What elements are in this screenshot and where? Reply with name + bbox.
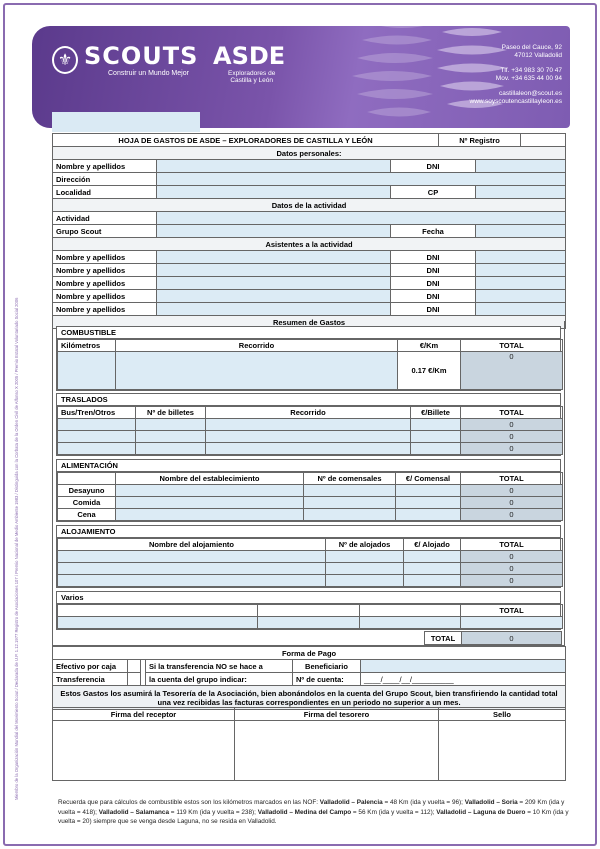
scouts-logo: SCOUTS xyxy=(84,42,199,70)
varios-cell xyxy=(360,605,461,617)
asistente-row xyxy=(53,303,566,316)
combustible-recorrido-input[interactable] xyxy=(116,352,398,390)
cond-line2: la cuenta del grupo indicar: xyxy=(146,673,293,686)
col-rate: €/Km xyxy=(398,340,461,352)
firma-receptor-label: Firma del receptor xyxy=(53,708,235,721)
traslado-row xyxy=(58,443,563,455)
comensales-input[interactable] xyxy=(304,485,396,497)
col-total: TOTAL xyxy=(461,340,563,352)
scouts-tagline: Construir un Mundo Mejor xyxy=(108,70,189,77)
section-asistentes: Asistentes a la actividad xyxy=(53,238,566,251)
asistente-row xyxy=(53,290,566,303)
col-total: TOTAL xyxy=(461,605,563,617)
alimentacion-title: ALIMENTACIÓN xyxy=(57,460,560,472)
meal-total: 0 xyxy=(461,497,563,509)
dni-label: DNI xyxy=(391,160,476,173)
asistente-nombre-label: Nombre y apellidos xyxy=(53,251,157,264)
alojados-input[interactable] xyxy=(326,551,404,563)
asistente-nombre-input[interactable] xyxy=(157,251,391,264)
direccion-label: Dirección xyxy=(53,173,157,186)
precio-input[interactable] xyxy=(396,509,461,521)
col-medio: Bus/Tren/Otros xyxy=(58,407,136,419)
route-laguna: Valladolid – Laguna de Duero xyxy=(436,808,526,816)
route-soria: Valladolid – Soria xyxy=(464,799,518,806)
alojamiento-row xyxy=(58,551,563,563)
col-alojados: Nº de alojados xyxy=(326,539,404,551)
medio-input[interactable] xyxy=(58,443,136,455)
traslado-row xyxy=(58,431,563,443)
alojamiento-input[interactable] xyxy=(58,551,326,563)
alojamiento-title: ALOJAMIENTO xyxy=(57,526,560,538)
rate-value: 0.17 €/Km xyxy=(398,352,461,390)
alojamiento-total: 0 xyxy=(461,563,563,575)
cp-label: CP xyxy=(391,186,476,199)
traslado-total: 0 xyxy=(461,431,563,443)
asde-logo: ASDE xyxy=(213,42,286,70)
direccion-input[interactable] xyxy=(157,173,566,186)
precio-input[interactable] xyxy=(411,419,461,431)
sello-box[interactable] xyxy=(439,721,566,781)
address-line2: 47012 Valladolid xyxy=(514,52,562,59)
alimentacion-section xyxy=(56,459,561,522)
varios-title: Varios xyxy=(57,592,560,604)
registro-label: Nº Registro xyxy=(439,134,521,147)
col-precio: €/ Alojado xyxy=(404,539,461,551)
asistente-nombre-label: Nombre y apellidos xyxy=(53,264,157,277)
route-soria-km: = 209 Km (ida y vuelta = 418); xyxy=(58,799,565,816)
precio-input[interactable] xyxy=(396,497,461,509)
asistente-dni-label: DNI xyxy=(391,290,476,303)
meal-label: Desayuno xyxy=(58,485,116,497)
meal-label: Comida xyxy=(58,497,116,509)
recorrido-input[interactable] xyxy=(206,443,411,455)
comensales-input[interactable] xyxy=(304,509,396,521)
col-km: Kilómetros xyxy=(58,340,116,352)
asistente-dni-label: DNI xyxy=(391,303,476,316)
grupo-input[interactable] xyxy=(157,225,391,238)
actividad-label: Actividad xyxy=(53,212,157,225)
efectivo-checkbox[interactable] xyxy=(128,660,141,673)
col-total: TOTAL xyxy=(461,473,563,485)
main-form xyxy=(52,133,566,329)
asistente-dni-input[interactable] xyxy=(476,251,566,264)
col-billetes: Nº de billetes xyxy=(136,407,206,419)
alojados-input[interactable] xyxy=(326,563,404,575)
traslado-row xyxy=(58,419,563,431)
recorrido-input[interactable] xyxy=(206,419,411,431)
email-link[interactable]: castillaleon@scout.es xyxy=(499,90,562,97)
fecha-label: Fecha xyxy=(391,225,476,238)
asistente-nombre-label: Nombre y apellidos xyxy=(53,277,157,290)
section-datos-actividad: Datos de la actividad xyxy=(53,199,566,212)
grand-total xyxy=(424,631,562,645)
combustible-title: COMBUSTIBLE xyxy=(57,327,560,339)
meal-label: Cena xyxy=(58,509,116,521)
combustible-section xyxy=(56,326,561,391)
combustible-total: 0 xyxy=(461,352,563,390)
comida-row xyxy=(58,485,563,497)
alojamiento-total: 0 xyxy=(461,575,563,587)
varios-section xyxy=(56,591,561,630)
transferencia-checkbox[interactable] xyxy=(128,673,141,686)
comida-row xyxy=(58,509,563,521)
asistente-nombre-input[interactable] xyxy=(157,277,391,290)
varios-cell xyxy=(58,605,258,617)
meal-total: 0 xyxy=(461,485,563,497)
precio-input[interactable] xyxy=(404,563,461,575)
firma-tesorero-label: Firma del tesorero xyxy=(235,708,439,721)
firma-tesorero-box[interactable] xyxy=(235,721,439,781)
beneficiario-input[interactable] xyxy=(361,660,566,673)
col-recorrido: Recorrido xyxy=(116,340,398,352)
establecimiento-input[interactable] xyxy=(116,509,304,521)
precio-input[interactable] xyxy=(411,443,461,455)
cp-input[interactable] xyxy=(476,186,566,199)
localidad-input[interactable] xyxy=(157,186,391,199)
alojamiento-row xyxy=(58,575,563,587)
asde-sub-line1: Exploradores de xyxy=(228,70,276,77)
cond-line1: Si la transferencia NO se hace a xyxy=(146,660,293,673)
col-recorrido: Recorrido xyxy=(206,407,411,419)
firma-receptor-box[interactable] xyxy=(53,721,235,781)
comensales-input[interactable] xyxy=(304,497,396,509)
asistente-nombre-input[interactable] xyxy=(157,290,391,303)
col-nombre: Nombre del alojamiento xyxy=(58,539,326,551)
tesoreria-note: Estos Gastos los asumirá la Tesorería de la Asociación, bien abonándolos en la cuenta del Grupo Scout, bien transfiriendo la cantidad total una vez recibidas las facturas correspondientes en un periodo no superior a un mes. xyxy=(53,686,566,710)
signatures xyxy=(52,707,566,781)
footnote-intro: Recuerda que para cálculos de combustible estos son los kilómetros marcados en las NOF: xyxy=(58,799,319,806)
traslados-section xyxy=(56,393,561,456)
billetes-input[interactable] xyxy=(136,431,206,443)
sello-label: Sello xyxy=(439,708,566,721)
localidad-label: Localidad xyxy=(53,186,157,199)
asistente-nombre-input[interactable] xyxy=(157,303,391,316)
col-precio: €/ Comensal xyxy=(396,473,461,485)
website-link[interactable]: www.soyscoutencastillayleon.es xyxy=(469,98,562,105)
mobile: Mov. +34 635 44 00 94 xyxy=(495,75,562,82)
alojados-input[interactable] xyxy=(326,575,404,587)
grand-total-label: TOTAL xyxy=(425,632,462,645)
legal-side-text: Miembro de la Organización Mundial del Movimiento Scout / Declarada de U.P. 1.12.1977 Registro de Asociaciones 107 / Premio Nacional de Medio Ambiente 1983 / Distinguida con la Corbata de la Orden Civil de Alfonso X 2005 / Premio Estatal Voluntariado Social 2006 xyxy=(14,297,19,800)
billetes-input[interactable] xyxy=(136,419,206,431)
cuenta-input[interactable]: ____/____/__/__________ xyxy=(361,673,566,686)
varios-total-input[interactable] xyxy=(461,617,563,629)
km-input[interactable] xyxy=(58,352,116,390)
asistente-dni-input[interactable] xyxy=(476,290,566,303)
route-laguna-km: = 10 Km (ida y vuelta = 20) siempre que se venga desde Laguna, no se resida en Valladolid. xyxy=(58,808,569,825)
col-comensales: Nº de comensales xyxy=(304,473,396,485)
efectivo-label: Efectivo por caja xyxy=(53,660,128,673)
asistente-nombre-input[interactable] xyxy=(157,264,391,277)
asistente-row xyxy=(53,277,566,290)
contact-info xyxy=(470,44,563,106)
section-datos-personales: Datos personales: xyxy=(53,147,566,160)
col-precio: €/Billete xyxy=(411,407,461,419)
asistente-dni-input[interactable] xyxy=(476,277,566,290)
asistente-dni-label: DNI xyxy=(391,251,476,264)
dni-input[interactable] xyxy=(476,160,566,173)
asistente-dni-label: DNI xyxy=(391,277,476,290)
actividad-input[interactable] xyxy=(157,212,566,225)
precio-input[interactable] xyxy=(404,575,461,587)
asistente-dni-input[interactable] xyxy=(476,264,566,277)
varios-input[interactable] xyxy=(258,617,360,629)
alojamiento-input[interactable] xyxy=(58,563,326,575)
form-title: HOJA DE GASTOS DE ASDE – EXPLORADORES DE CASTILLA Y LEÓN xyxy=(53,134,439,147)
asistente-row xyxy=(53,264,566,277)
blank-header-cell xyxy=(58,473,116,485)
phone: Tlf. +34 983 30 70 47 xyxy=(500,67,562,74)
pago-title: Forma de Pago xyxy=(53,647,566,660)
route-palencia: Valladolid – Palencia xyxy=(319,799,383,806)
route-salamanca-km: = 119 Km (ida y vuelta = 238); xyxy=(169,808,256,816)
route-medina-km: = 56 Km (ida y vuelta = 112); xyxy=(351,808,435,816)
alojamiento-row xyxy=(58,563,563,575)
fleur-de-lis-icon: ⚜ xyxy=(52,46,78,74)
col-nombre: Nombre del establecimiento xyxy=(116,473,304,485)
asistente-nombre-label: Nombre y apellidos xyxy=(53,290,157,303)
route-palencia-km: = 48 Km (ida y vuelta = 96); xyxy=(382,799,463,806)
fuel-footnote xyxy=(58,798,578,827)
asistente-dni-input[interactable] xyxy=(476,303,566,316)
traslado-total: 0 xyxy=(461,419,563,431)
precio-input[interactable] xyxy=(404,551,461,563)
col-total: TOTAL xyxy=(461,407,563,419)
precio-input[interactable] xyxy=(411,431,461,443)
grand-total-value: 0 xyxy=(462,632,562,645)
varios-input[interactable] xyxy=(360,617,461,629)
traslados-title: TRASLADOS xyxy=(57,394,560,406)
asde-subtitle xyxy=(228,70,275,84)
route-medina: Valladolid – Medina del Campo xyxy=(257,808,352,816)
alojamiento-section xyxy=(56,525,561,588)
route-salamanca: Valladolid – Salamanca xyxy=(98,808,170,816)
registro-input[interactable] xyxy=(521,134,566,147)
beneficiario-label: Beneficiario xyxy=(293,660,361,673)
varios-input[interactable] xyxy=(58,617,258,629)
traslado-total: 0 xyxy=(461,443,563,455)
asistente-row xyxy=(53,251,566,264)
establecimiento-input[interactable] xyxy=(116,497,304,509)
recorrido-input[interactable] xyxy=(206,431,411,443)
meal-total: 0 xyxy=(461,509,563,521)
alojamiento-total: 0 xyxy=(461,551,563,563)
asistente-nombre-label: Nombre y apellidos xyxy=(53,303,157,316)
nombre-input[interactable] xyxy=(157,160,391,173)
transferencia-label: Transferencia xyxy=(53,673,128,686)
alojamiento-input[interactable] xyxy=(58,575,326,587)
blank-field-box[interactable] xyxy=(52,112,200,132)
asde-sub-line2: Castilla y León xyxy=(230,77,273,84)
medio-input[interactable] xyxy=(58,419,136,431)
medio-input[interactable] xyxy=(58,431,136,443)
address-line1: Paseo del Cauce, 92 xyxy=(501,44,562,51)
asistente-dni-label: DNI xyxy=(391,264,476,277)
payment-section xyxy=(52,646,566,710)
grupo-label: Grupo Scout xyxy=(53,225,157,238)
varios-cell xyxy=(258,605,360,617)
cuenta-label: Nº de cuenta: xyxy=(293,673,361,686)
fecha-input[interactable] xyxy=(476,225,566,238)
col-total: TOTAL xyxy=(461,539,563,551)
section-resumen: Resumen de Gastos xyxy=(53,316,566,329)
billetes-input[interactable] xyxy=(136,443,206,455)
establecimiento-input[interactable] xyxy=(116,485,304,497)
nombre-label: Nombre y apellidos xyxy=(53,160,157,173)
comida-row xyxy=(58,497,563,509)
precio-input[interactable] xyxy=(396,485,461,497)
